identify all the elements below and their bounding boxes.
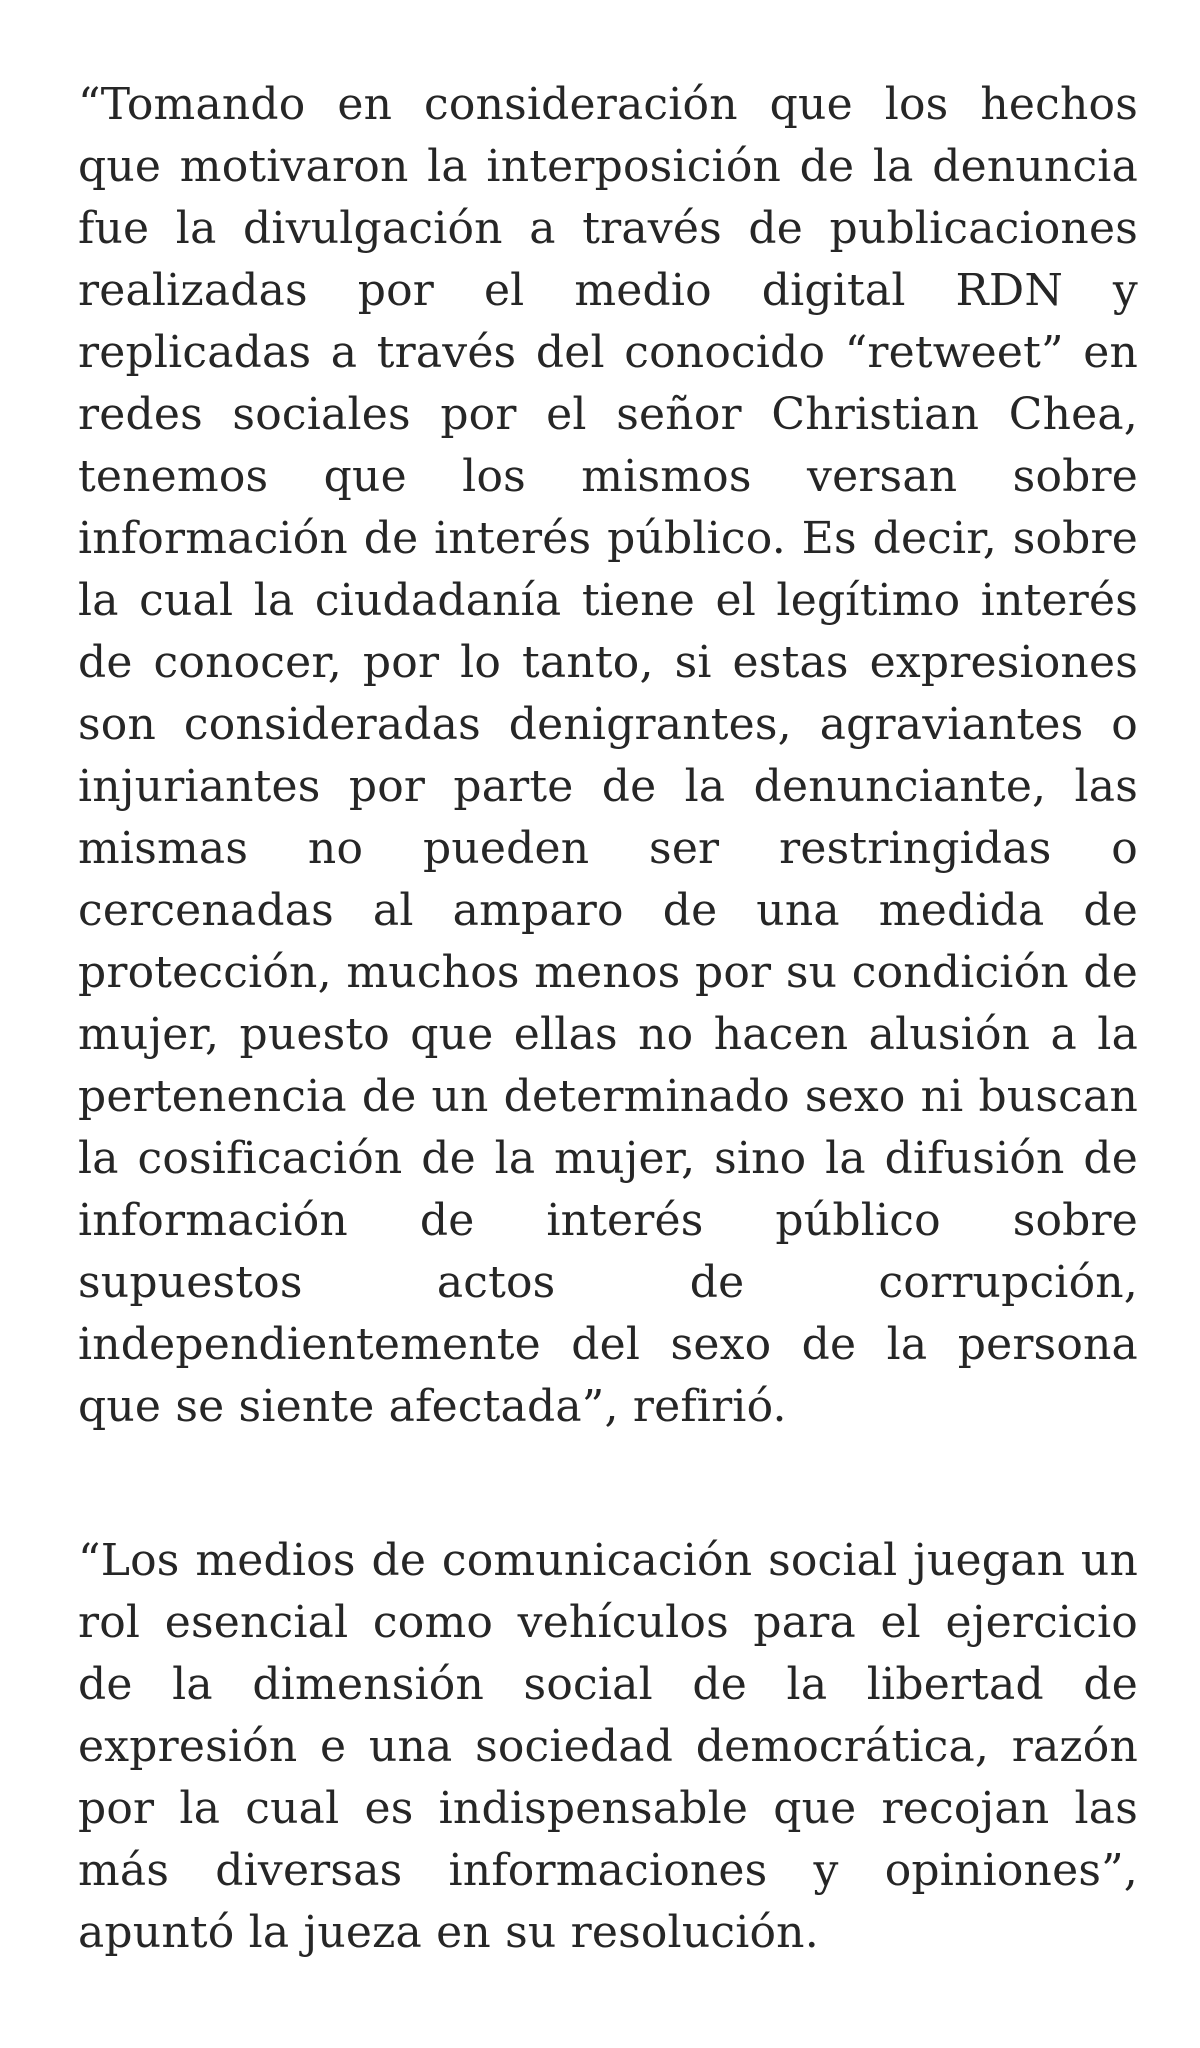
article-paragraph-1: “Tomando en consideración que los hechos que motivaron la interposición de la denuncia fue la divulgación a través de publicaciones realizadas por el medio digital RDN y replicadas a través del conocido “retweet” en redes sociales por el señor Christian Chea, tenemos que los mismos versan sobre información de interés público. Es decir, sobre la cual la ciudadanía tiene el legítimo interés de conocer, por lo tanto, si estas expresiones son consideradas denigrantes, agraviantes o injuriantes por parte de la denunciante, las mismas no pueden ser restringidas o cercenadas al amparo de una medida de protección, muchos menos por su condición de mujer, puesto que ellas no hacen alusión a la pertenencia de un determinado sexo ni buscan la cosificación de la mujer, sino la difusión de información de interés público sobre supuestos actos de corrupción, independientemente del sexo de la persona que se siente afectada”, refirió.: [78, 79, 1138, 1432]
article-paragraph-2: “Los medios de comunicación social juegan un rol esencial como vehículos para el ejercicio de la dimensión social de la libertad de expresión e una sociedad democrática, razón por la cual es indispensable que recojan las más diversas informaciones y opiniones”, apuntó la jueza en su resolución.: [78, 1535, 1138, 1958]
